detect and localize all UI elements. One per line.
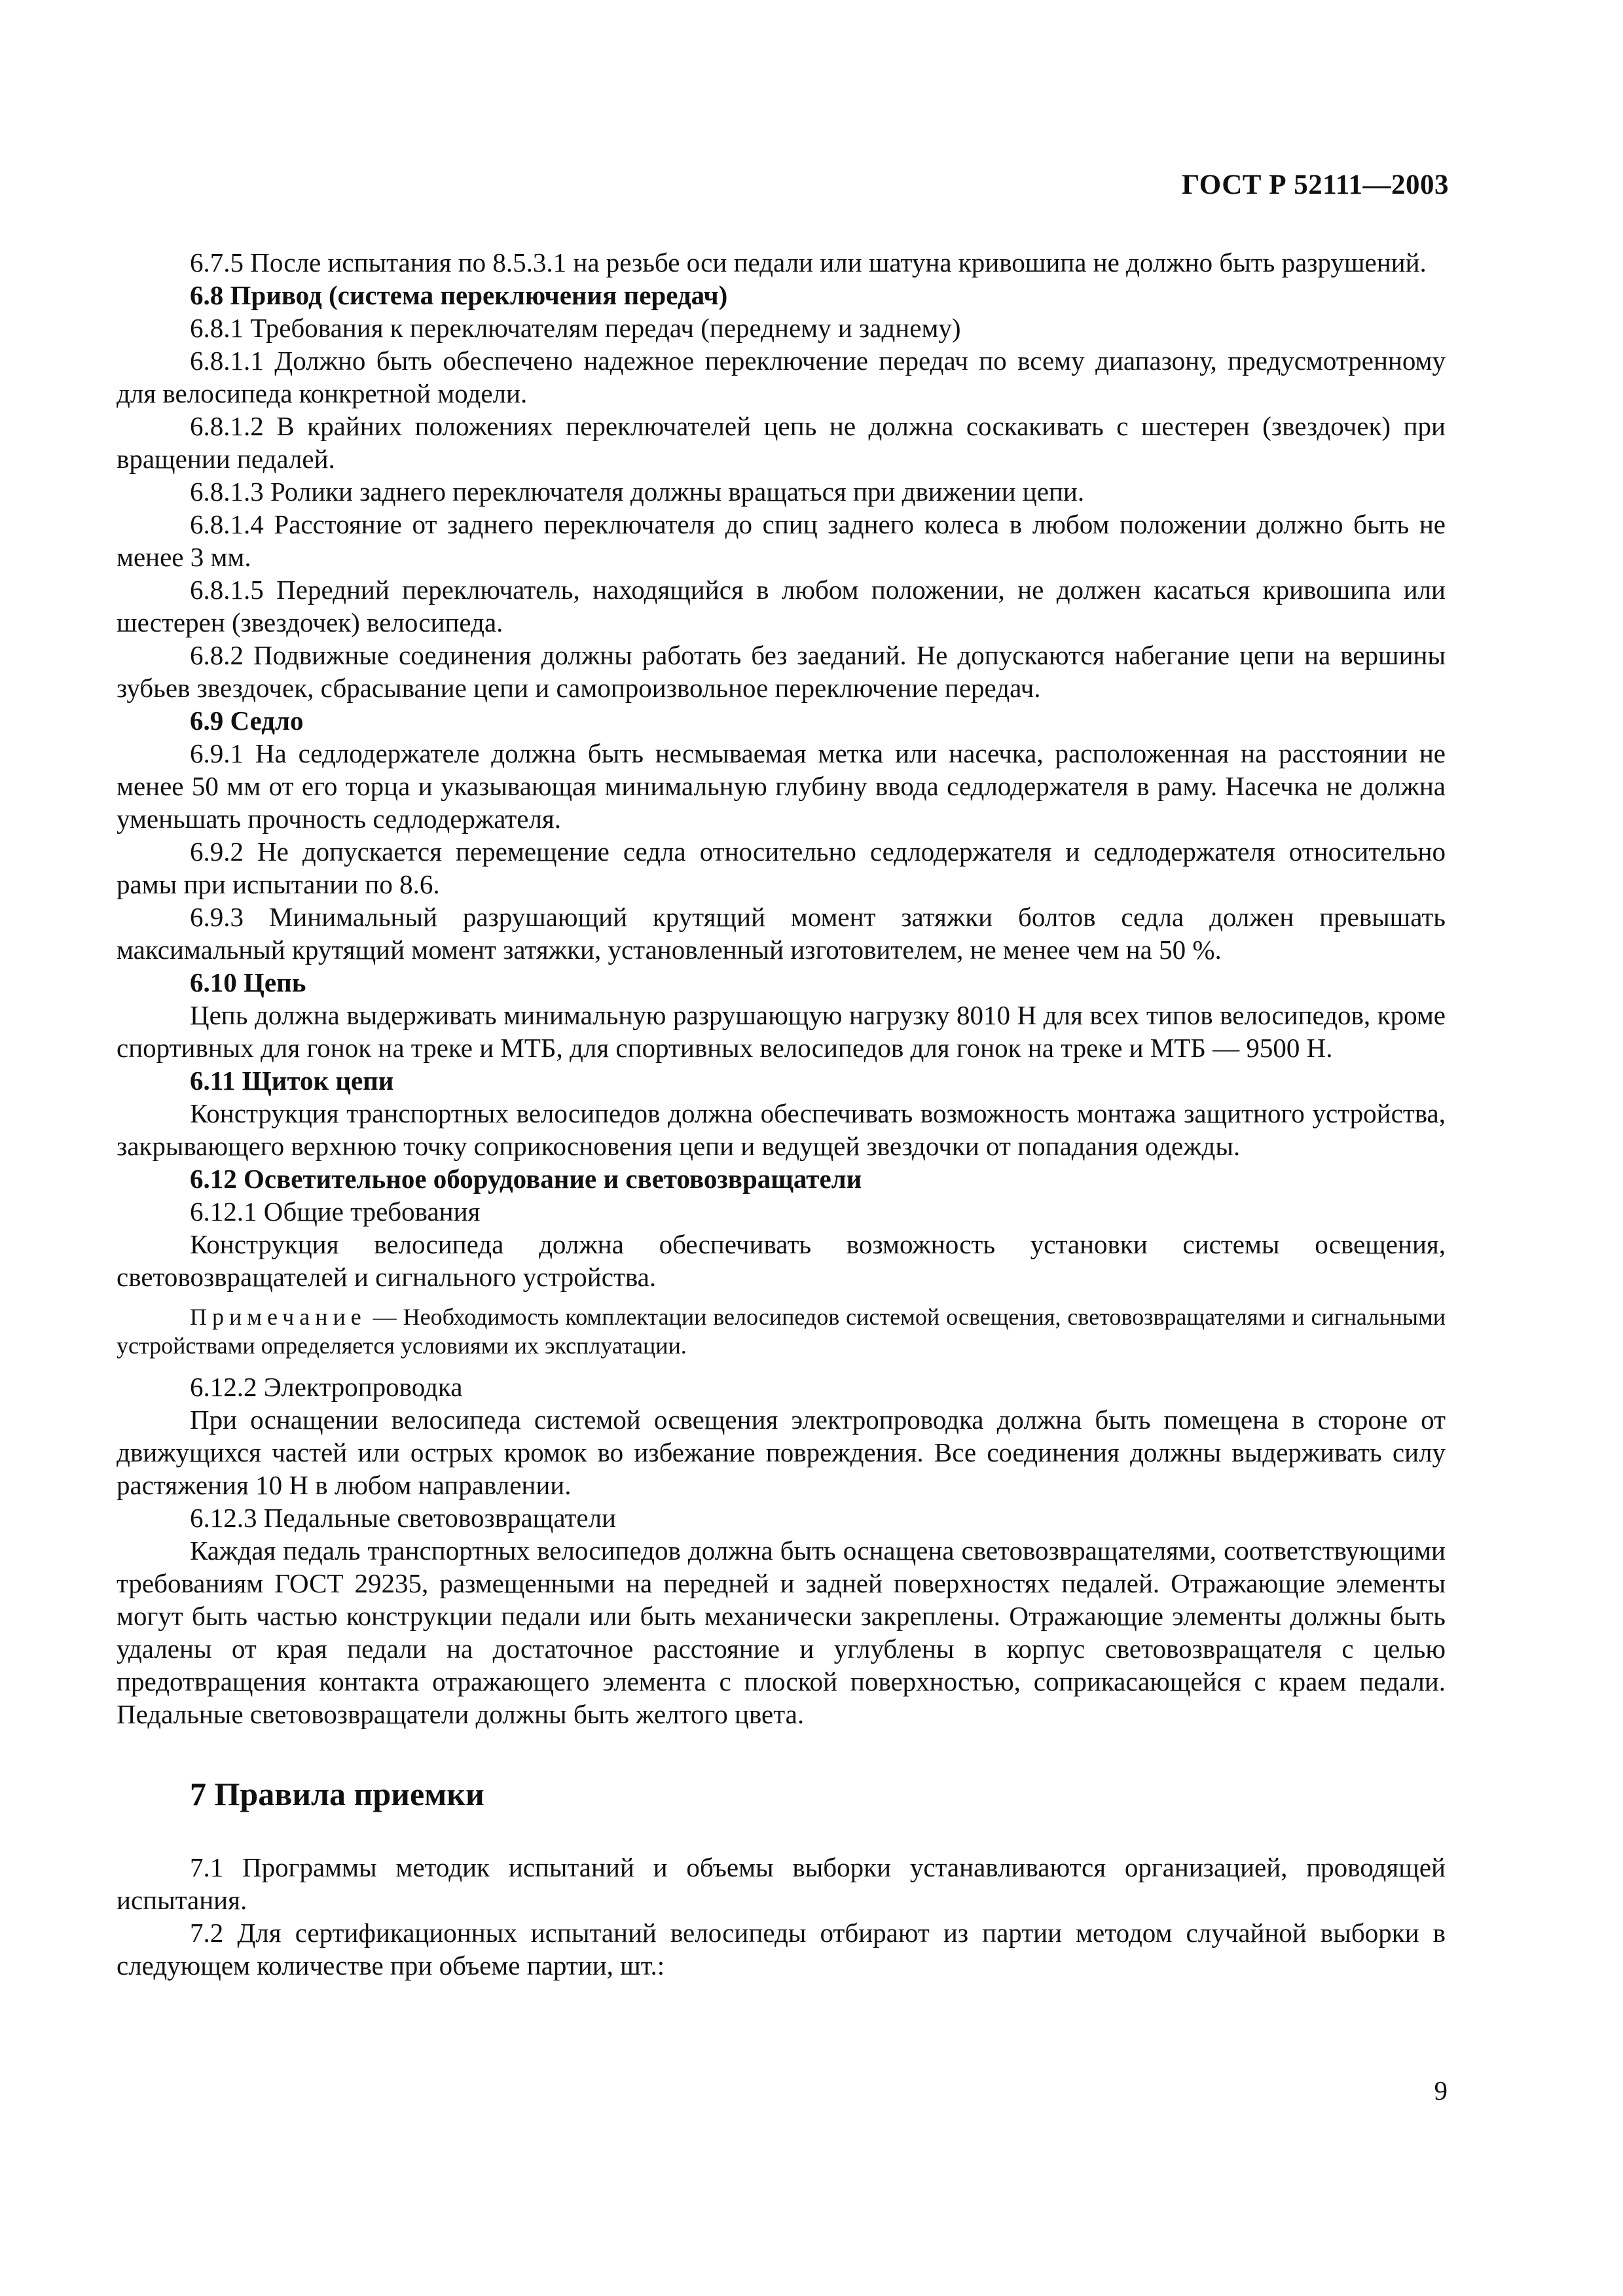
paragraph-6-12-1-body: Конструкция велосипеда должна обеспечивать возможность установки системы освещения, световозвращателей и сигнального устройства.: [117, 1229, 1446, 1292]
document-body: [117, 246, 1446, 1982]
note: [117, 1302, 1446, 1360]
paragraph-6-8-1: 6.8.1 Требования к переключателям передач (переднему и заднему): [190, 313, 961, 343]
paragraph-7-1: 7.1 Программы методик испытаний и объемы выборки устанавливаются организацией, проводящей испытания.: [117, 1852, 1446, 1915]
paragraph-7-2: 7.2 Для сертификационных испытаний велосипеды отбирают из партии методом случайной выборки в следующем количестве при объеме партии, шт.:: [117, 1918, 1446, 1981]
paragraph-6-8-1-3: 6.8.1.3 Ролики заднего переключателя должны вращаться при движении цепи.: [190, 476, 1085, 507]
paragraph-6-8-1-2: 6.8.1.2 В крайних положениях переключателей цепь не должна соскакивать с шестерен (звездочек) при вращении педалей.: [117, 411, 1446, 474]
heading-6-11: 6.11 Щиток цепи: [190, 1066, 394, 1096]
paragraph-6-11: Конструкция транспортных велосипедов должна обеспечивать возможность монтажа защитного устройства, закрывающего верхнюю точку соприкосновения цепи и ведущей звездочки от попадания одежды.: [117, 1098, 1446, 1161]
paragraph-6-8-1-1: 6.8.1.1 Должно быть обеспечено надежное переключение передач по всему диапазону, предусмотренному для велосипеда конкретной модели.: [117, 346, 1446, 408]
paragraph-6-12-2-body: При оснащении велосипеда системой освещения электропроводка должна быть помещена в стороне от движущихся частей или острых кромок во избежание повреждения. Все соединения должны выдерживать силу растяжения 10 Н в любом направлении.: [117, 1405, 1446, 1500]
paragraph-6-12-1: 6.12.1 Общие требования: [190, 1196, 481, 1227]
section-heading-7: 7 Правила приемки: [190, 1776, 484, 1812]
paragraph-6-8-2: 6.8.2 Подвижные соединения должны работать без заеданий. Не допускаются набегание цепи на вершины зубьев звездочек, сбрасывание цепи и самопроизвольное переключение передач.: [117, 640, 1446, 703]
paragraph-6-12-3-body: Каждая педаль транспортных велосипедов должна быть оснащена световозвращателями, соответствующими требованиям ГОСТ 29235, размещенными на передней и задней поверхностях педалей. Отражающие элементы могут быть частью конструкции педали или быть механически закреплены. Отражающие элементы должны быть удалены от края педали на достаточное расстояние и углублены в корпус световозвращателя с целью предотвращения контакта отражающего элемента с плоской поверхностью, соприкасающейся с краем педали. Педальные световозвращатели должны быть желтого цвета.: [117, 1535, 1446, 1729]
paragraph-6-10: Цепь должна выдерживать минимальную разрушающую нагрузку 8010 Н для всех типов велосипедов, кроме спортивных для гонок на треке и МТБ, для спортивных велосипедов для гонок на треке и МТБ — 9500 Н.: [117, 1000, 1446, 1063]
heading-6-12: 6.12 Осветительное оборудование и световозвращатели: [190, 1164, 862, 1194]
heading-6-8: 6.8 Привод (система переключения передач): [190, 280, 728, 310]
paragraph-6-7-5: 6.7.5 После испытания по 8.5.3.1 на резьбе оси педали или шатуна кривошипа не должно быть разрушений.: [190, 247, 1427, 278]
heading-6-9: 6.9 Седло: [190, 706, 304, 736]
document-header: ГОСТ Р 52111—2003: [1181, 170, 1449, 200]
paragraph-6-12-3: 6.12.3 Педальные световозвращатели: [190, 1503, 616, 1533]
paragraph-6-9-2: 6.9.2 Не допускается перемещение седла относительно седлодержателя и седлодержателя относительно рамы при испытании по 8.6.: [117, 836, 1446, 899]
paragraph-6-12-2: 6.12.2 Электропроводка: [190, 1372, 463, 1402]
heading-6-10: 6.10 Цепь: [190, 967, 306, 997]
note-label: Примечание: [190, 1304, 367, 1330]
paragraph-6-9-3: 6.9.3 Минимальный разрушающий крутящий момент затяжки болтов седла должен превышать максимальный крутящий момент затяжки, установленный изготовителем, не менее чем на 50 %.: [117, 902, 1446, 965]
note-text: — Необходимость комплектации велосипедов системой освещения, световозвращателями и сигнальными устройствами определяется условиями их эксплуатации.: [117, 1304, 1446, 1359]
paragraph-6-8-1-5: 6.8.1.5 Передний переключатель, находящийся в любом положении, не должен касаться кривошипа или шестерен (звездочек) велосипеда.: [117, 575, 1446, 637]
paragraph-6-9-1: 6.9.1 На седлодержателе должна быть несмываемая метка или насечка, расположенная на расстоянии не менее 50 мм от его торца и указывающая минимальную глубину ввода седлодержателя в раму. Насечка не должна уменьшать прочность седлодержателя.: [117, 738, 1446, 834]
page-number: 9: [1434, 2075, 1448, 2106]
paragraph-6-8-1-4: 6.8.1.4 Расстояние от заднего переключателя до спиц заднего колеса в любом положении должно быть не менее 3 мм.: [117, 509, 1446, 572]
